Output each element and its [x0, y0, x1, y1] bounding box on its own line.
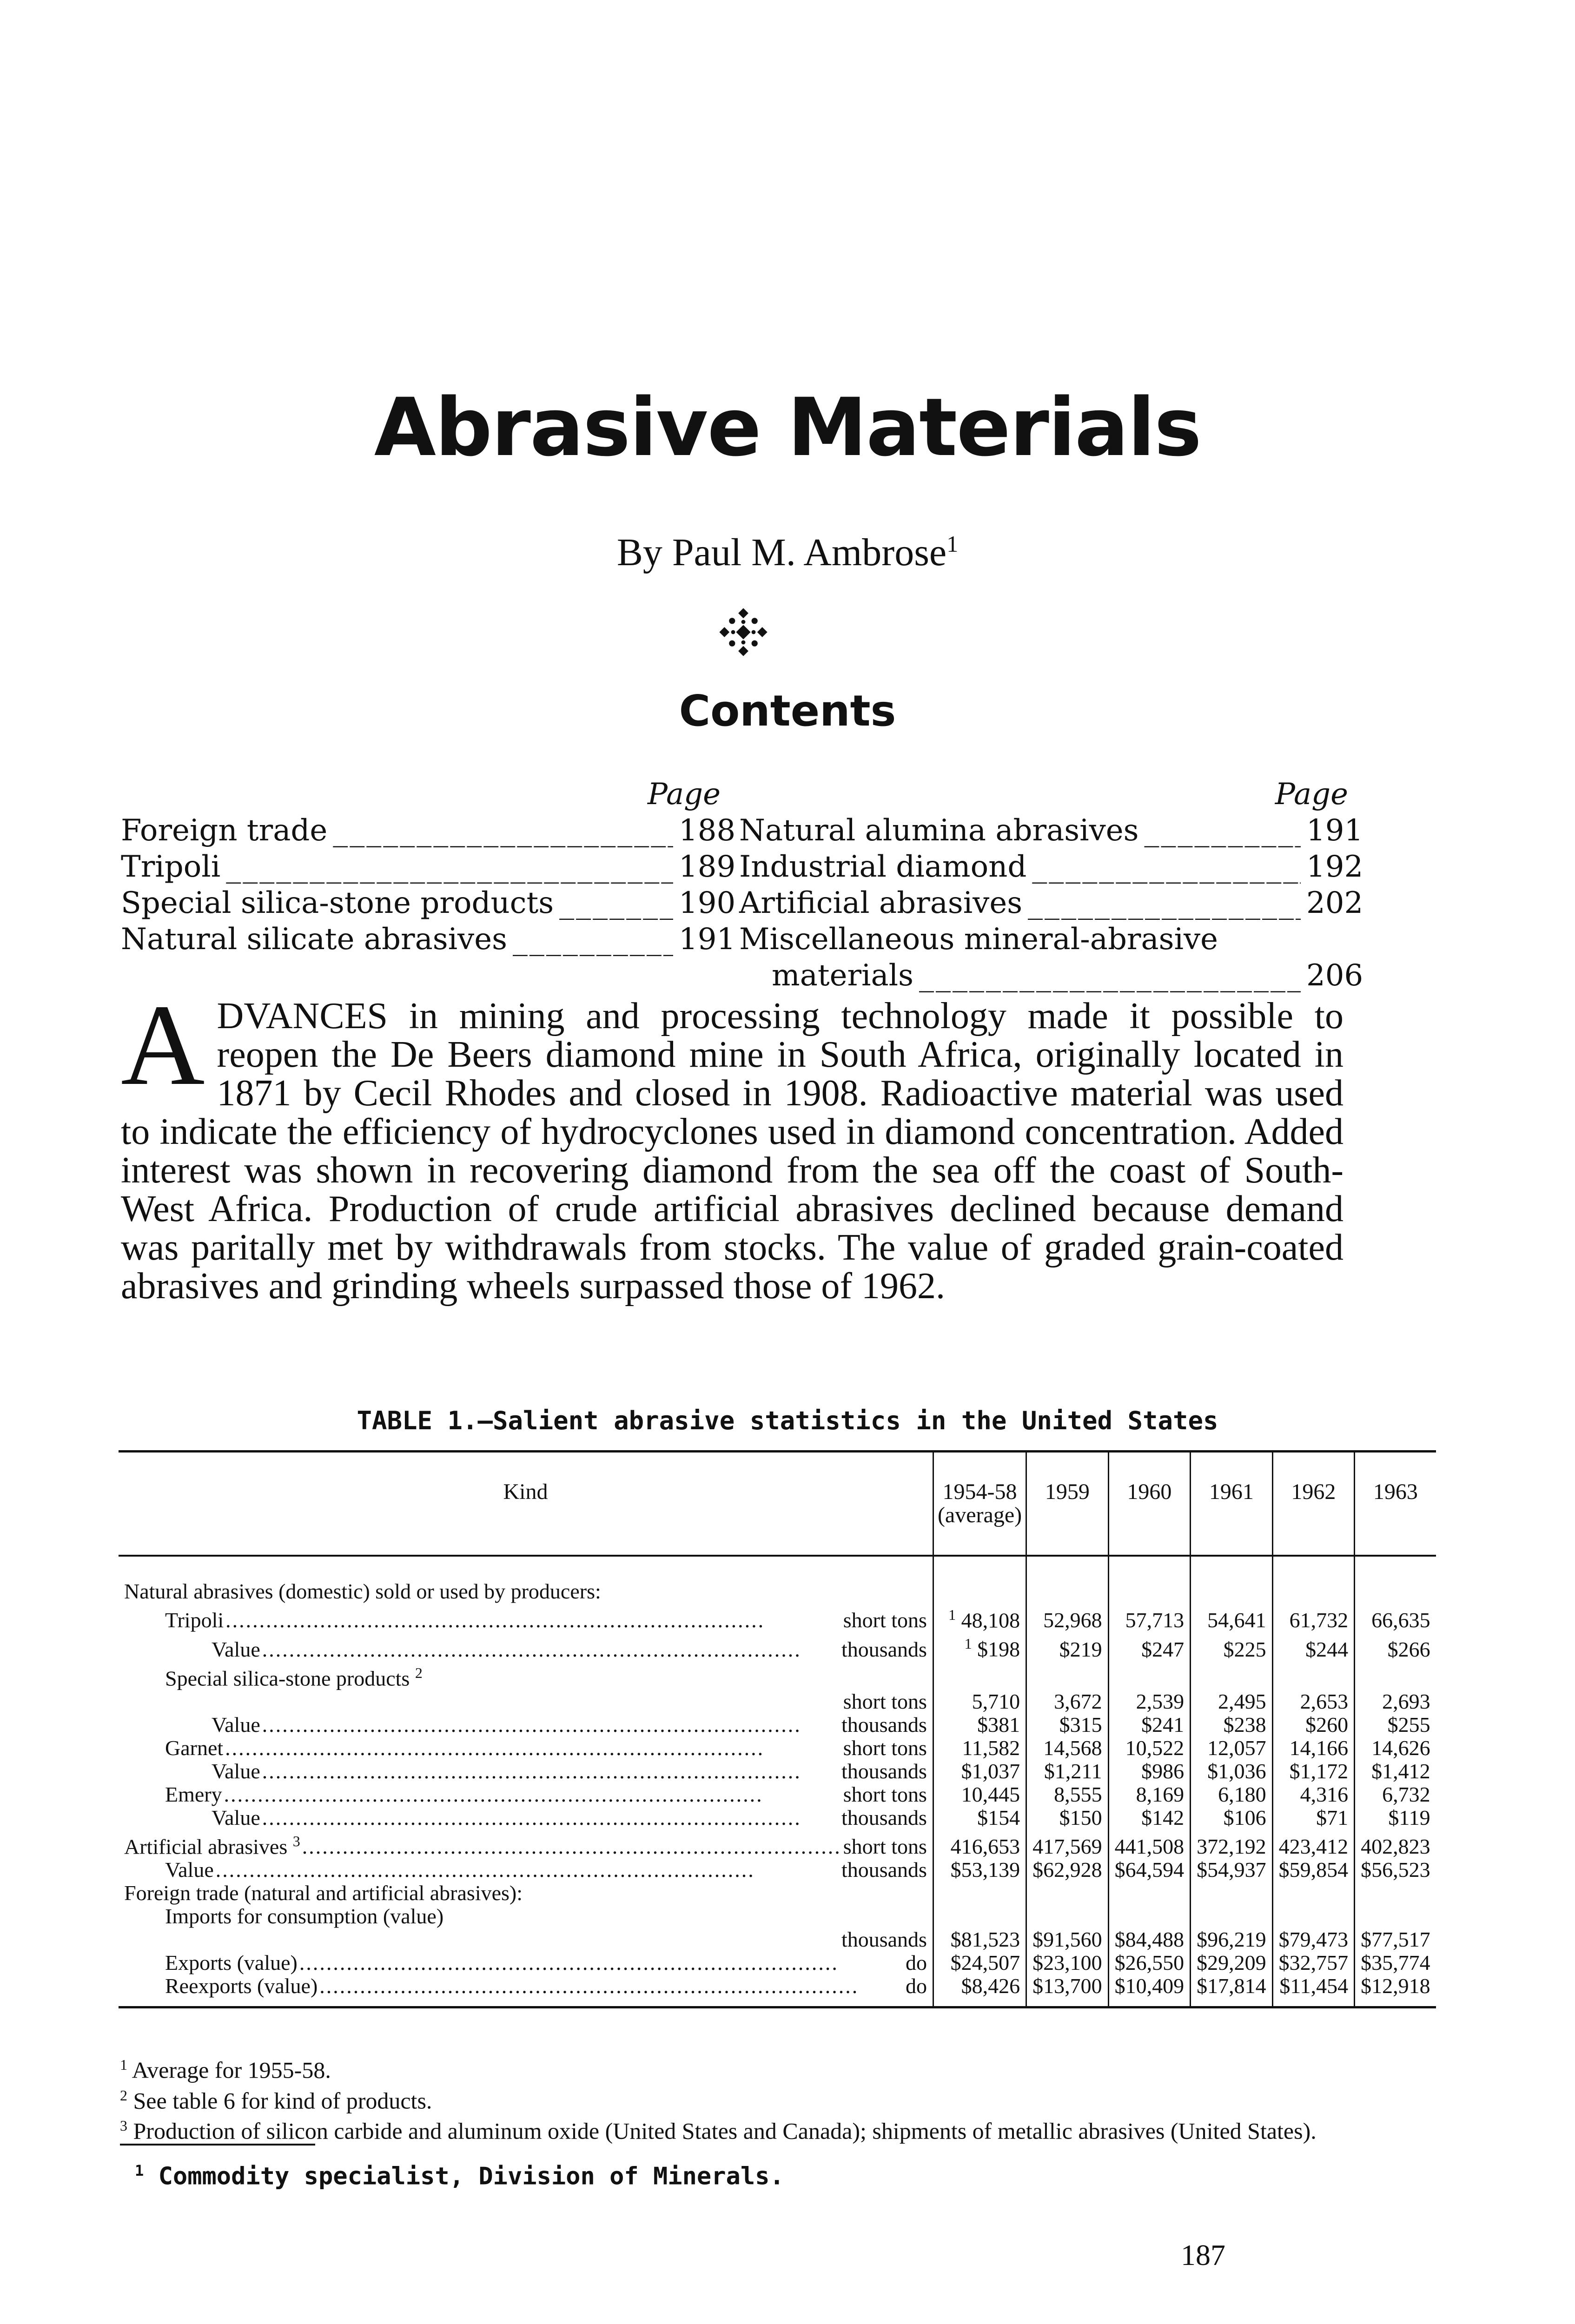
row-label: Exports (value) [165, 1951, 298, 1975]
footnote-marker: 2 [120, 2086, 127, 2104]
table-cell: 2,653 [1272, 1690, 1355, 1713]
toc-entry[interactable] [121, 812, 736, 849]
leader-dots [513, 921, 673, 957]
column-header: 1962 [1272, 1452, 1355, 1556]
table-cell: $241 [1108, 1713, 1191, 1736]
table-row [119, 1736, 1436, 1760]
column-header: 1954-58 (average) [933, 1452, 1026, 1556]
table-row [119, 1858, 1436, 1882]
table-row [119, 1556, 1436, 1603]
table-cell: $8,426 [933, 1974, 1026, 2007]
toc-entry-page: 189 [679, 850, 736, 884]
row-label: Garnet [165, 1736, 224, 1760]
table-row [119, 1882, 1436, 1905]
table-cell: $79,473 [1272, 1928, 1355, 1951]
contents-right-column [739, 776, 1363, 994]
table-cell: $154 [933, 1806, 1026, 1829]
table-cell: 14,626 [1355, 1736, 1436, 1760]
intro-text: DVANCES in mining and processing technology made it possible to reopen the De Beers diamond mine in South Africa, originally located in 1871 by Cecil Rhodes and closed in 1908. Radioactive material was used to indicate the efficiency of hydrocyclones used in diamond concentration. Added interest was shown in recovering diamond from the sea off the coast of South-West Africa. Production of crude artificial abrasives declined because demand was paritally met by withdrawals from stocks. The value of graded grain-coated abrasives and grinding wheels surpassed those of 1962. [121, 996, 1343, 1307]
leader-dots [1032, 849, 1301, 885]
toc-entry[interactable] [121, 849, 736, 885]
row-label: Value [212, 1712, 260, 1736]
table-cell: 2,693 [1355, 1690, 1436, 1713]
table-cell: $13,700 [1026, 1974, 1109, 2007]
table-cell: $54,937 [1191, 1858, 1273, 1882]
table-row [119, 1951, 1436, 1974]
intro-paragraph [121, 981, 1343, 1307]
table-note-text: Production of silicon carbide and aluminum oxide (United States and Canada); shipments of metallic abrasives (United States). [133, 2118, 1317, 2144]
table-cell: 10,445 [933, 1783, 1026, 1806]
toc-entry-page: 202 [1306, 886, 1363, 920]
table-row [119, 1603, 1436, 1632]
author-footnote-marker: 1 [946, 531, 959, 557]
table-cell: $84,488 [1108, 1928, 1191, 1951]
row-label: Imports for consumption (value) [165, 1904, 444, 1928]
table-cell: 11,582 [933, 1736, 1026, 1760]
table-cell: 10,522 [1108, 1736, 1191, 1760]
table-cell: $62,928 [1026, 1858, 1109, 1882]
table-cell: 2,495 [1191, 1690, 1273, 1713]
leader-dots [559, 885, 673, 921]
toc-entry[interactable] [121, 921, 736, 957]
row-unit: thousands [841, 1805, 927, 1829]
table-cell: $238 [1191, 1713, 1273, 1736]
table-note [120, 2083, 1343, 2113]
column-header: 1963 [1355, 1452, 1436, 1556]
toc-entry[interactable] [739, 921, 1348, 957]
row-unit: thousands [841, 1637, 927, 1661]
page-column-label: Page [647, 777, 721, 812]
table-cell: $106 [1191, 1806, 1273, 1829]
toc-entry[interactable] [739, 885, 1363, 921]
toc-entry-page: 206 [1306, 958, 1363, 993]
leader-dots [1144, 812, 1301, 849]
table-cell: $96,219 [1191, 1928, 1273, 1951]
row-label: Value [212, 1759, 260, 1783]
table-cell: $1,211 [1026, 1760, 1109, 1783]
toc-entry-label: Tripoli [121, 850, 221, 884]
row-label: Foreign trade (natural and artificial abrasives): [124, 1881, 523, 1905]
salient-statistics-table [119, 1450, 1436, 2008]
table-cell: $219 [1026, 1632, 1109, 1661]
row-unit: do [905, 1974, 927, 1998]
table-cell: 441,508 [1108, 1829, 1191, 1858]
toc-entry-page: 188 [679, 813, 736, 848]
table-cell: $119 [1355, 1806, 1436, 1829]
table-cell: $150 [1026, 1806, 1109, 1829]
table-cell: $255 [1355, 1713, 1436, 1736]
table-cell: 8,169 [1108, 1783, 1191, 1806]
toc-entry-page: 190 [679, 886, 736, 920]
table-cell: $247 [1108, 1632, 1191, 1661]
byline [0, 521, 1575, 576]
table-cell: $381 [933, 1713, 1026, 1736]
table-cell: 6,180 [1191, 1783, 1273, 1806]
table-cell: $1,412 [1355, 1760, 1436, 1783]
table-row [119, 1928, 1436, 1951]
column-header: 1959 [1026, 1452, 1109, 1556]
row-unit: thousands [841, 1858, 927, 1882]
table-cell: $1,172 [1272, 1760, 1355, 1783]
toc-entry[interactable] [121, 885, 736, 921]
table-row [119, 1760, 1436, 1783]
author-name: By Paul M. Ambrose [616, 531, 947, 574]
toc-entry[interactable] [739, 812, 1363, 849]
table-row [119, 1829, 1436, 1858]
row-unit: short tons [843, 1736, 927, 1760]
table-cell: 48,108 [961, 1608, 1020, 1632]
table-cell: $32,757 [1272, 1951, 1355, 1974]
table-cell: 5,710 [933, 1690, 1026, 1713]
footnote-marker: 1 [120, 2056, 127, 2073]
table-cell: 416,653 [933, 1829, 1026, 1858]
toc-entry-page: 191 [1306, 813, 1363, 848]
table-cell: $142 [1108, 1806, 1191, 1829]
table-row [119, 1632, 1436, 1661]
contents-heading: Contents [679, 686, 896, 736]
row-label: Reexports (value) [165, 1974, 318, 1998]
table-note [120, 2113, 1343, 2144]
table-cell: $81,523 [933, 1928, 1026, 1951]
table-cell: 2,539 [1108, 1690, 1191, 1713]
table-cell: $1,037 [933, 1760, 1026, 1783]
table-notes [120, 2052, 1343, 2144]
toc-entry-label: Natural silicate abrasives [121, 922, 507, 957]
row-label: Value [212, 1805, 260, 1829]
row-label: Value [212, 1637, 260, 1661]
table-cell: $10,409 [1108, 1974, 1191, 2007]
row-unit: thousands [841, 1759, 927, 1783]
row-unit: short tons [843, 1835, 927, 1859]
table-cell: $17,814 [1191, 1974, 1273, 2007]
table-cell: 6,732 [1355, 1783, 1436, 1806]
row-label: Natural abrasives (domestic) sold or used by producers: [124, 1579, 601, 1603]
table-cell: 8,555 [1026, 1783, 1109, 1806]
footnote-marker: 1 [948, 1606, 956, 1623]
table-cell: $986 [1108, 1760, 1191, 1783]
page-column-label: Page [1275, 777, 1348, 812]
leader-dots [1028, 885, 1301, 921]
table-cell: 66,635 [1355, 1603, 1436, 1632]
page-number: 187 [1181, 2238, 1225, 2271]
table-cell: 61,732 [1272, 1603, 1355, 1632]
table-cell: 3,672 [1026, 1690, 1109, 1713]
row-unit: thousands [841, 1928, 927, 1952]
page-footnote [135, 2157, 784, 2190]
table-cell: $12,918 [1355, 1974, 1436, 2007]
table-cell: $24,507 [933, 1951, 1026, 1974]
table-cell: $64,594 [1108, 1858, 1191, 1882]
ornament-icon [718, 607, 769, 658]
footnote-text: Commodity specialist, Division of Minerals. [158, 2162, 784, 2191]
table-cell: 57,713 [1108, 1603, 1191, 1632]
table-row [119, 1974, 1436, 2007]
table-cell: $35,774 [1355, 1951, 1436, 1974]
row-unit: short tons [843, 1782, 927, 1806]
table-row [119, 1806, 1436, 1829]
table-cell: $225 [1191, 1632, 1273, 1661]
toc-entry[interactable] [739, 849, 1363, 885]
toc-entry-label: Miscellaneous mineral-abrasive [739, 922, 1218, 957]
table-row [119, 1783, 1436, 1806]
toc-entry-continuation[interactable] [739, 957, 1363, 994]
table-cell: $91,560 [1026, 1928, 1109, 1951]
toc-entry-label: Industrial diamond [739, 850, 1027, 884]
footnote-marker: 2 [415, 1664, 423, 1681]
table-cell: $198 [977, 1637, 1020, 1661]
table-cell: 402,823 [1355, 1829, 1436, 1858]
toc-entry-label: Natural alumina abrasives [739, 813, 1139, 848]
table-cell: $53,139 [933, 1858, 1026, 1882]
toc-entry-label: Special silica-stone products [121, 886, 554, 920]
row-label: Value [165, 1858, 214, 1882]
toc-entry-label: Artificial abrasives [739, 886, 1023, 920]
table-cell: $56,523 [1355, 1858, 1436, 1882]
row-unit: short tons [843, 1689, 927, 1713]
table-cell: 4,316 [1272, 1783, 1355, 1806]
toc-entry-page: 191 [679, 922, 736, 957]
row-label: Tripoli [165, 1608, 224, 1632]
table-cell: 52,968 [1026, 1603, 1109, 1632]
table-cell: $23,100 [1026, 1951, 1109, 1974]
table-cell: 14,166 [1272, 1736, 1355, 1760]
table-cell: $26,550 [1108, 1951, 1191, 1974]
drop-cap: A [121, 981, 205, 1109]
table-cell: 12,057 [1191, 1736, 1273, 1760]
row-label: Special silica-stone products [165, 1666, 410, 1690]
table-cell: $1,036 [1191, 1760, 1273, 1783]
toc-entry-label: materials [772, 958, 913, 993]
table-cell: $260 [1272, 1713, 1355, 1736]
toc-entry-label: Foreign trade [121, 813, 328, 848]
table-cell: $244 [1272, 1632, 1355, 1661]
table-note-text: Average for 1955-58. [132, 2057, 331, 2083]
table-note-text: See table 6 for kind of products. [133, 2087, 432, 2114]
row-label: Emery [165, 1782, 222, 1806]
contents-left-column [121, 776, 736, 957]
table-cell: $29,209 [1191, 1951, 1273, 1974]
table-row [119, 1661, 1436, 1690]
table-cell: $315 [1026, 1713, 1109, 1736]
table-row [119, 1713, 1436, 1736]
leader-dots [919, 957, 1301, 994]
leader-dots [226, 849, 673, 885]
table-row [119, 1905, 1436, 1928]
footnote-divider [120, 2144, 315, 2146]
table-cell: 423,412 [1272, 1829, 1355, 1858]
table-cell: $59,854 [1272, 1858, 1355, 1882]
table-cell: 417,569 [1026, 1829, 1109, 1858]
footnote-marker: 3 [292, 1832, 300, 1849]
table-cell: 372,192 [1191, 1829, 1273, 1858]
table-cell: $11,454 [1272, 1974, 1355, 2007]
table-note [120, 2052, 1343, 2083]
leader-dots [333, 812, 673, 849]
table-title: TABLE 1.—Salient abrasive statistics in the United States [357, 1406, 1218, 1435]
column-header: Kind [119, 1452, 933, 1556]
column-header: 1960 [1108, 1452, 1191, 1556]
chapter-title: Abrasive Materials [374, 381, 1201, 474]
column-header: 1961 [1191, 1452, 1273, 1556]
table-header-row [119, 1452, 1436, 1556]
toc-entry-page: 192 [1306, 850, 1363, 884]
row-label: Artificial abrasives [124, 1835, 288, 1859]
table-cell: 54,641 [1191, 1603, 1273, 1632]
row-unit: do [905, 1951, 927, 1975]
footnote-marker: 1 [964, 1635, 972, 1652]
table-cell: $77,517 [1355, 1928, 1436, 1951]
table-cell: 14,568 [1026, 1736, 1109, 1760]
footnote-marker: 3 [120, 2117, 127, 2134]
table-row [119, 1690, 1436, 1713]
row-unit: short tons [843, 1608, 927, 1632]
table-cell: $71 [1272, 1806, 1355, 1829]
row-unit: thousands [841, 1712, 927, 1736]
footnote-marker: 1 [135, 2162, 144, 2179]
table-cell: $266 [1355, 1632, 1436, 1661]
